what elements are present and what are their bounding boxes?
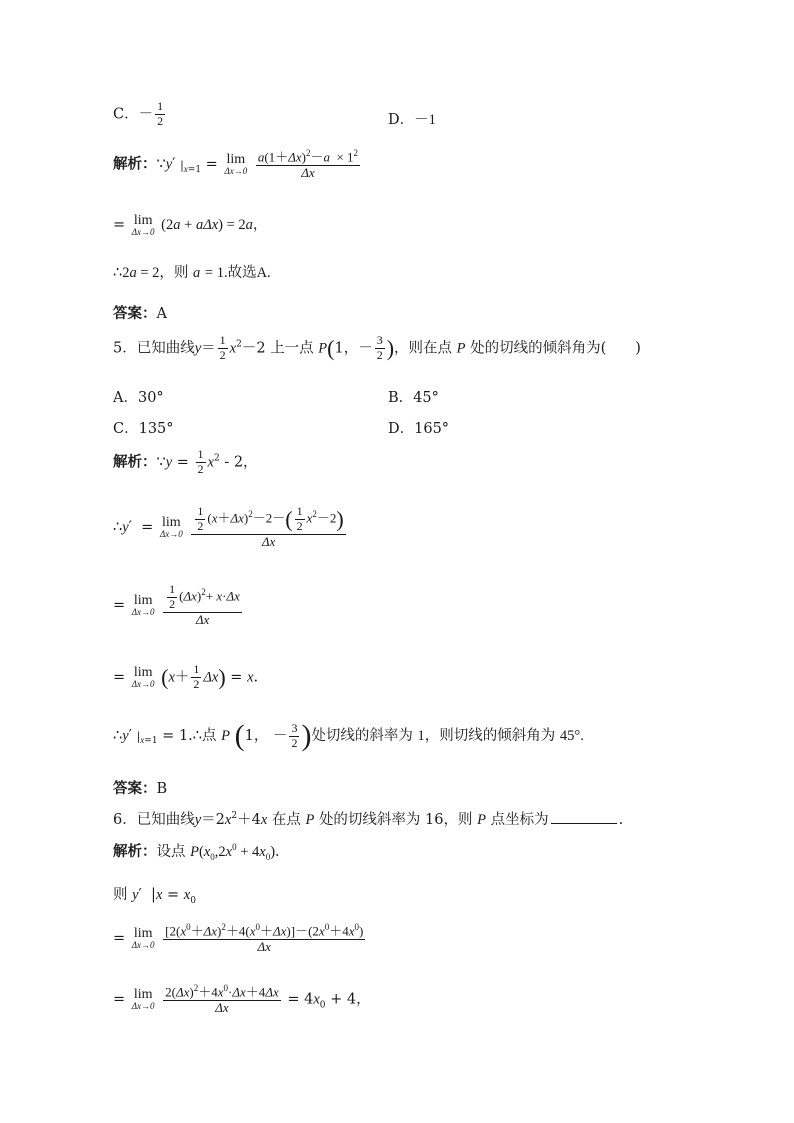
q5-option-c: C．135° xyxy=(113,421,174,437)
answer-blank xyxy=(551,823,617,824)
q5-stem: 5．已知曲线y＝ $\frac{1}{2}$ $x^2-2$ 上一点 P(1，－ $\frac{3}{2}$ )，则在点 P 处的切线的倾斜角为( ) xyxy=(113,333,641,362)
q4-analysis-line1: 解析：∵y′ $|_{x=1}$ = lim Δx→0 $\frac{a(1+\Delta x)^2-a \times 1^2}{\Delta x}$ xyxy=(113,148,359,181)
q4-analysis-line2: = lim Δx→0 (2a + aΔx) = 2a， xyxy=(113,212,268,237)
q4-option-c: C．－ $\frac{1}{2}$ xyxy=(113,99,164,128)
q4-answer: 答案：A xyxy=(113,305,167,322)
q5-option-d: D．165° xyxy=(388,421,450,437)
q5-analysis-line4: = lim Δx→0 (x＋ $\frac{1}{2}$ Δx) = x. xyxy=(113,662,259,691)
q6-analysis-line4: = lim Δx→0 $\frac{2(\Delta x)^2+4x^0\cdot\Delta x+4\Delta x}{\Delta x}$ = $4x_0 + 4$， xyxy=(113,983,371,1016)
q5-answer: 答案：B xyxy=(113,780,168,797)
q5-analysis-line3: = lim Δx→0 $\frac{1}{2}$ $(\Delta x)^2+ x\cdot\Delta x$ Δx xyxy=(113,582,240,627)
q6-analysis-line1: 解析：设点 $P(x_0,2x^0 + 4x_0)$． xyxy=(113,842,290,862)
q5-analysis-line2: ∴y′ = lim Δx→0 $\frac{1}{2}$ $(x+\Delta x)^2-2-$( $\frac{1}{2}$ $x^2-2$) Δx xyxy=(113,504,344,549)
q5-analysis-line1: 解析：∵y = $\frac{1}{2}$ $x^2 - 2$， xyxy=(113,447,258,476)
q6-analysis-line3: = lim Δx→0 $\frac{[2(x^0+\Delta x)^2+4(x^0+\Delta x)]-(2x^0+4x^0)}{\Delta x}$ xyxy=(113,922,364,955)
q4-option-d: D．－1 xyxy=(388,112,436,128)
q6-analysis-line2: 则 y′ $|x = x_0$ xyxy=(113,887,196,906)
q6-stem: 6．已知曲线$y=2x^2+4x$ 在点 P 处的切线斜率为 16，则 P 点坐标为 . xyxy=(113,811,624,828)
q5-option-b: B．45° xyxy=(388,390,439,406)
q5-option-a: A．30° xyxy=(113,390,164,406)
q4-analysis-line3: ∴2a = 2，则 a = 1.故选A. xyxy=(113,265,271,281)
q5-analysis-line5: ∴y′ $|_{x=1}$ = 1.∴点 P (1， － $\frac{3}{2}$ )处切线的斜率为 1，则切线的倾斜角为 45°. xyxy=(113,719,584,752)
